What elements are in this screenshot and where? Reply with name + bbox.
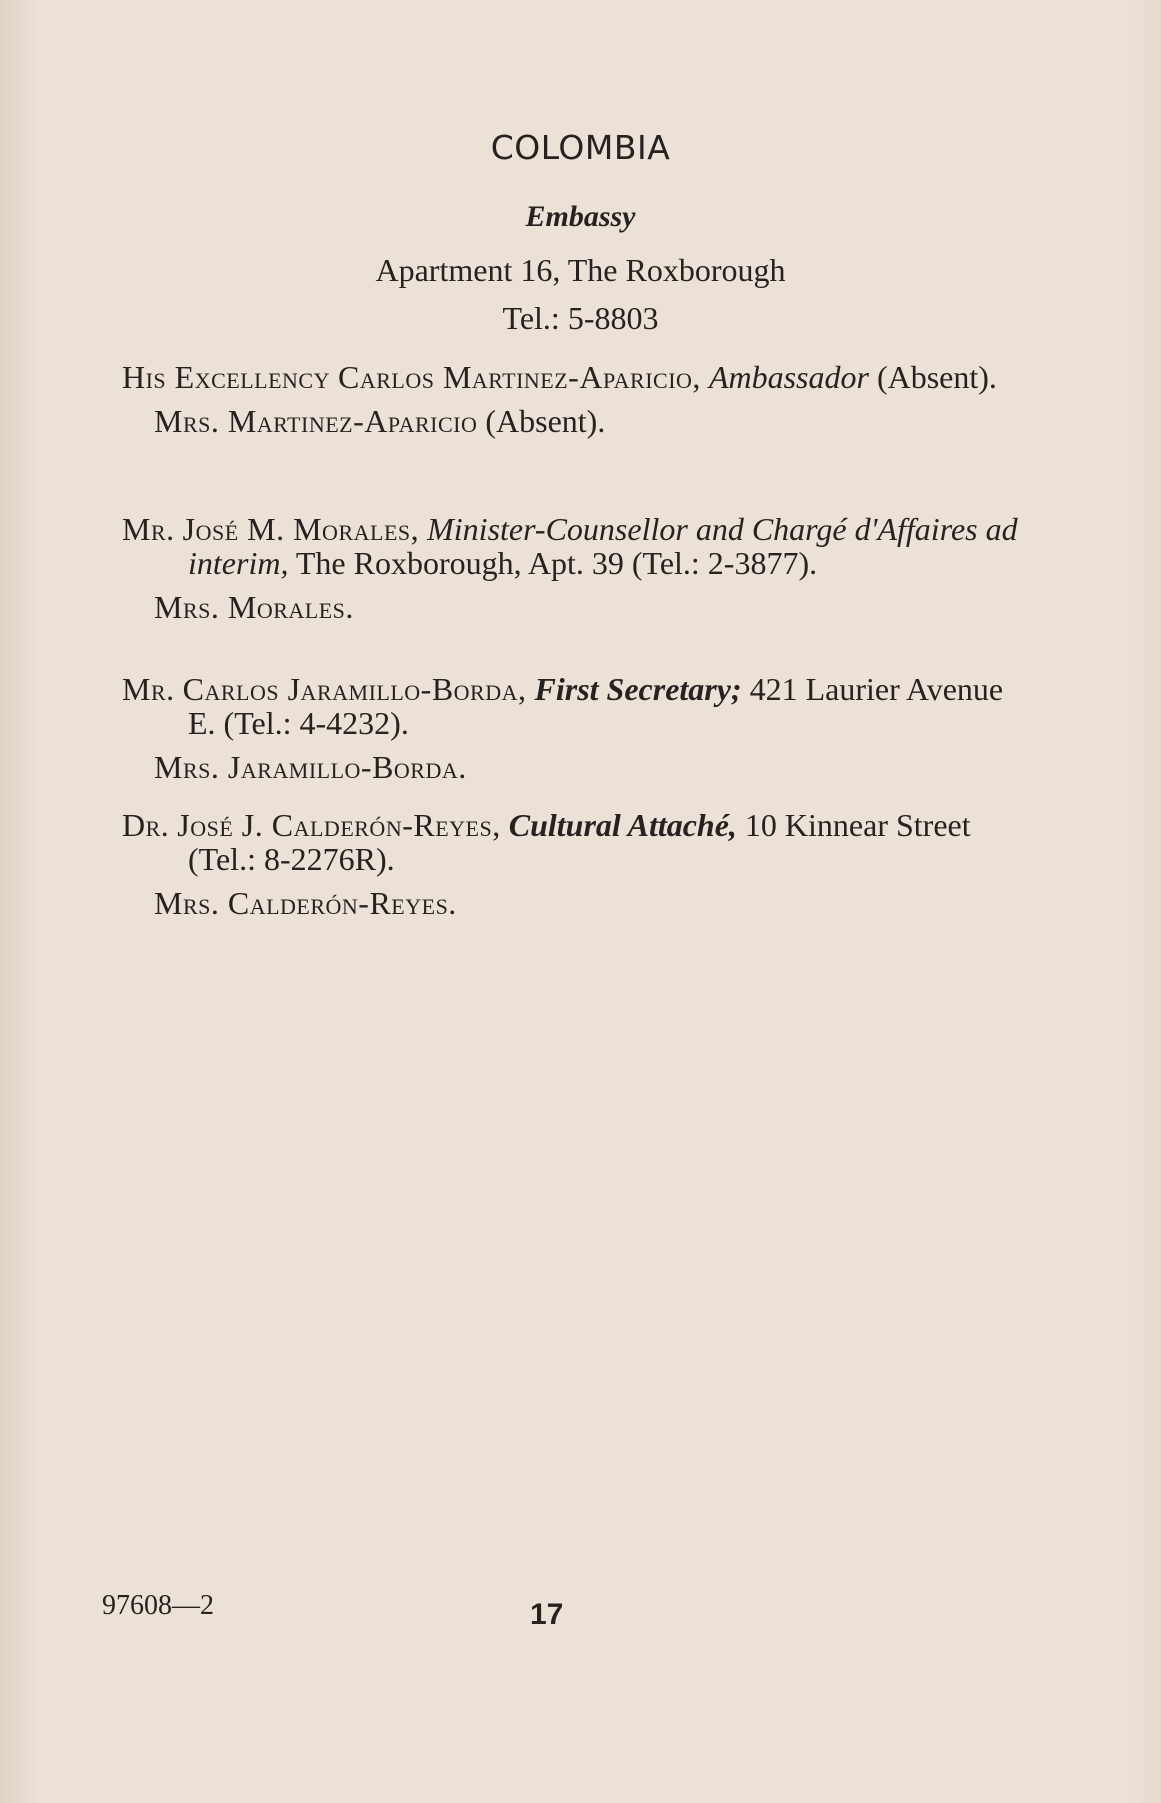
diplomat-details: 421 Laurier Avenue E. (Tel.: 4-4232).: [188, 671, 1004, 741]
diplomat-title: Mr.: [122, 671, 175, 707]
spouse-name: Mrs. Jaramillo-Borda.: [154, 749, 467, 785]
diplomat-title: Mr.: [122, 511, 175, 547]
diplomat-entry: [122, 360, 1032, 438]
diplomat-name: José M. Morales,: [182, 511, 420, 547]
diplomat-line: [122, 360, 1032, 394]
spouse-line: [154, 886, 1032, 920]
diplomat-name: José J. Calderón-Reyes,: [177, 807, 501, 843]
spouse-note: (Absent).: [477, 403, 606, 439]
spouse-name: Mrs. Morales.: [154, 589, 354, 625]
diplomat-title: Dr.: [122, 807, 170, 843]
diplomat-position: First Secretary;: [534, 671, 742, 707]
diplomat-name: Carlos Jaramillo-Borda,: [182, 671, 527, 707]
spouse-line: [154, 404, 1032, 438]
diplomat-name: Carlos Martinez-Aparicio,: [337, 359, 701, 395]
diplomat-line: [122, 512, 1032, 580]
spouse-name: Mrs. Calderón-Reyes.: [154, 885, 457, 921]
diplomat-line: [122, 808, 1032, 876]
spouse-name: Mrs. Martinez-Aparicio: [154, 403, 478, 439]
diplomat-line: [122, 672, 1032, 740]
diplomat-position: Minister-Counsellor and Chargé d'Affaires ad interim,: [188, 511, 1018, 581]
print-code: 97608—2: [102, 1590, 214, 1621]
office-type: Embassy: [525, 200, 636, 233]
page-number: 17: [530, 1598, 564, 1631]
diplomat-details: (Absent).: [868, 359, 997, 395]
diplomat-entry: [122, 808, 1032, 920]
embassy-telephone: Tel.: 5-8803: [502, 300, 659, 336]
spouse-line: [154, 750, 1032, 784]
diplomat-position: Ambassador: [708, 359, 869, 395]
embassy-address: Apartment 16, The Roxborough: [375, 252, 786, 288]
spouse-line: [154, 590, 1032, 624]
diplomat-position: Cultural Attaché,: [508, 807, 737, 843]
diplomat-entry: [122, 512, 1032, 624]
diplomat-title: His Excellency: [122, 359, 330, 395]
diplomat-details: The Roxborough, Apt. 39 (Tel.: 2-3877).: [288, 545, 818, 581]
diplomat-entry: [122, 672, 1032, 784]
diplomat-details: 10 Kinnear Street (Tel.: 8-2276R).: [188, 807, 971, 877]
country-heading: COLOMBIA: [490, 128, 671, 167]
